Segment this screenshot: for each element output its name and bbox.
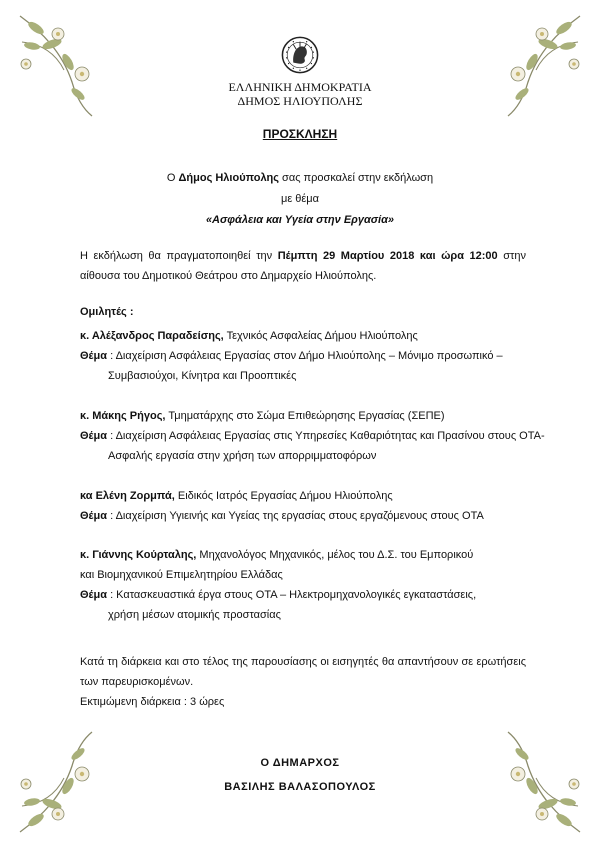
speaker-entry xyxy=(80,326,550,386)
speaker-role: Τεχνικός Ασφαλείας Δήμου Ηλιούπολης xyxy=(223,330,418,342)
speaker-name: κ. Μάκης Ρήγος, xyxy=(80,410,166,422)
municipality-seal-logo xyxy=(281,36,319,74)
speaker-entry xyxy=(80,406,550,466)
speaker-topic: : Διαχείριση Ασφάλειας Εργασίας στον Δήμο Ηλιούπολης – Μόνιμο προσωπικό – xyxy=(107,350,503,362)
closing-paragraph: Κατά τη διάρκεια και στο τέλος της παρουσίασης οι εισηγητές θα απαντήσουν σε ερωτήσεις των παρευρισκομένων. xyxy=(80,656,526,688)
closing-block xyxy=(80,652,526,712)
speaker-topic: : Διαχείριση Υγιεινής και Υγείας της εργασίας στους εργαζόμενους στους ΟΤΑ xyxy=(107,510,484,522)
speaker-name: κ. Γιάννης Κούρταλης, xyxy=(80,549,197,561)
organizer-name: Δήμος Ηλιούπολης xyxy=(178,172,279,184)
speakers-heading: Ομιλητές : xyxy=(80,306,134,318)
document-title: ΠΡΟΣΚΛΗΣΗ xyxy=(262,127,338,141)
signature-name: ΒΑΣΙΛΗΣ ΒΑΛΑΣΟΠΟΥΛΟΣ xyxy=(224,781,376,793)
estimated-duration: Εκτιμώμενη διάρκεια : 3 ώρες xyxy=(80,696,225,708)
speaker-name: κ. Αλέξανδρος Παραδείσης, xyxy=(80,330,224,342)
header-municipality: ΔΗΜΟΣ ΗΛΙΟΥΠΟΛΗΣ xyxy=(237,94,363,108)
speaker-role: Μηχανολόγος Μηχανικός, μέλος του Δ.Σ. του Εμπορικού xyxy=(196,549,474,561)
signature-block xyxy=(0,751,600,799)
speaker-role-continued: και Βιομηχανικού Επιμελητηρίου Ελλάδας xyxy=(80,569,283,581)
topic-label: Θέμα xyxy=(80,589,108,601)
topic-label: Θέμα xyxy=(80,430,108,442)
speaker-topic: : Κατασκευαστικά έργα στους ΟΤΑ – Ηλεκτρομηχανολογικές εγκαταστάσεις, xyxy=(107,589,477,601)
intro-block xyxy=(0,168,600,231)
speaker-topic: : Διαχείριση Ασφάλειας Εργασίας στις Υπηρεσίες Καθαριότητας και Πρασίνου στους ΟΤΑ- xyxy=(107,430,545,442)
speaker-role: Ειδικός Ιατρός Εργασίας Δήμου Ηλιούπολης xyxy=(174,490,393,502)
letterhead xyxy=(0,80,600,108)
signature-title: Ο ΔΗΜΑΡΧΟΣ xyxy=(260,757,340,769)
speaker-entry xyxy=(80,545,550,625)
speaker-topic-continued: Συμβασιούχοι, Κίνητρα και Προοπτικές xyxy=(108,370,297,382)
intro-with-theme: με θέμα xyxy=(280,193,320,205)
speaker-entry xyxy=(80,486,550,526)
intro-line: Ο Δήμος Ηλιούπολης σας προσκαλεί στην εκδήλωση xyxy=(166,172,434,184)
speaker-topic-continued: Ασφαλής εργασία στην χρήση των απορριμματοφόρων xyxy=(108,450,377,462)
header-country: ΕΛΛΗΝΙΚΗ ΔΗΜΟΚΡΑΤΙΑ xyxy=(228,80,372,94)
event-datetime: Πέμπτη 29 Μαρτίου 2018 και ώρα 12:00 xyxy=(277,250,498,262)
topic-label: Θέμα xyxy=(80,350,108,362)
speaker-role: Τμηματάρχης στο Σώμα Επιθεώρησης Εργασίας (ΣΕΠΕ) xyxy=(165,410,445,422)
speaker-topic-continued: χρήση μέσων ατομικής προστασίας xyxy=(108,609,281,621)
speaker-name: κα Ελένη Ζορμπά, xyxy=(80,490,175,502)
event-theme: «Ασφάλεια και Υγεία στην Εργασία» xyxy=(205,214,395,226)
event-details-paragraph: Η εκδήλωση θα πραγματοποιηθεί την Πέμπτη 29 Μαρτίου 2018 και ώρα 12:00 στην αίθουσα του Δημοτικού Θεάτρου στο Δημαρχείο Ηλιούπολης. xyxy=(80,250,526,282)
topic-label: Θέμα xyxy=(80,510,108,522)
